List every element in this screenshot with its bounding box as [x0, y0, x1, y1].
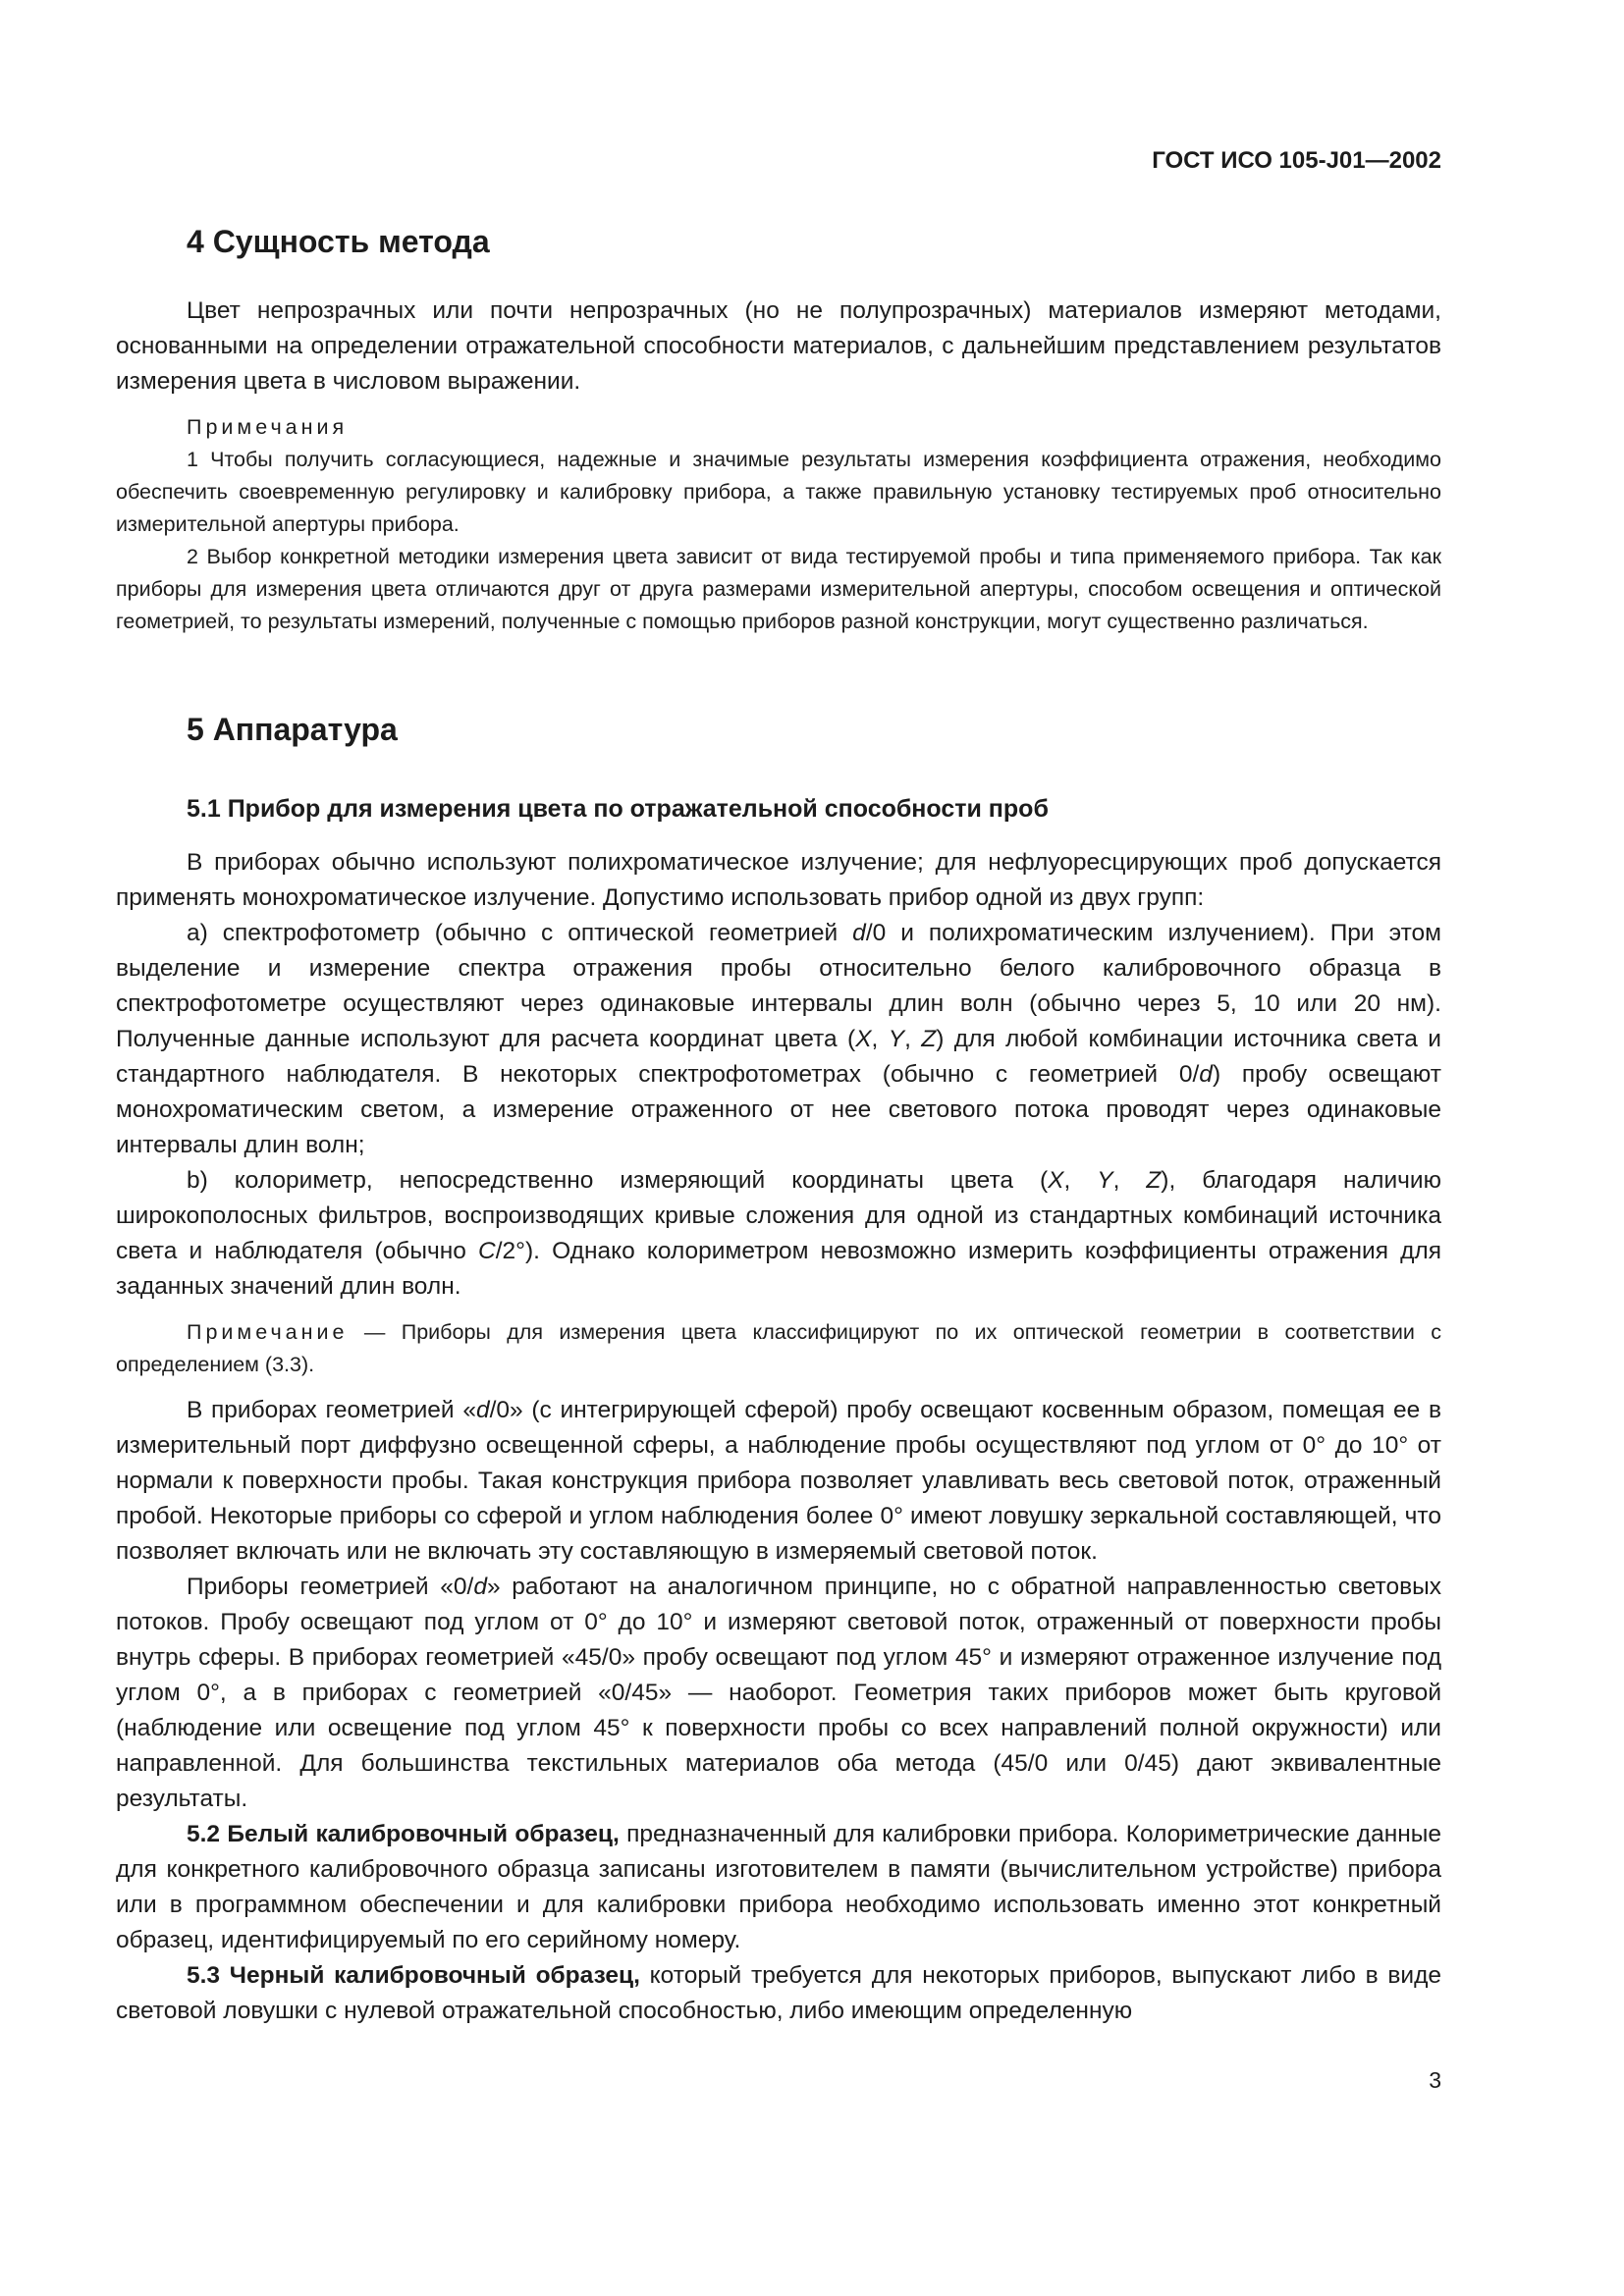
- note-text: — Приборы для измерения цвета классифицируют по их оптической геометрии в соответствии с определением (3.3).: [116, 1320, 1441, 1376]
- subsection-5-2: 5.2 Белый калибровочный образец, предназначенный для калибровки прибора. Колориметрические данные для конкретного калибровочного образца записаны изготовителем в памяти (вычислительном устройстве) прибора или в программном обеспечении и для калибровки прибора необходимо использовать именно этот конкретный образец, идентифицируемый по его серийному номеру.: [116, 1821, 1441, 1953]
- note-1: 1 Чтобы получить согласующиеся, надежные и значимые результаты измерения коэффициента отражения, необходимо обеспечить своевременную регулировку и калибровку прибора, а также правильную установку тестируемых проб относительно измерительной апертуры прибора.: [116, 448, 1441, 536]
- note-2: 2 Выбор конкретной методики измерения цвета зависит от вида тестируемой пробы и типа применяемого прибора. Так как приборы для измерения цвета отличаются друг от друга размерами измерительной апертуры, способом освещения и оптической геометрией, то результаты измерений, полученные с помощью приборов разной конструкции, могут существенно различаться.: [116, 545, 1441, 633]
- subsection-5-2-title: 5.2 Белый калибровочный образец,: [187, 1821, 620, 1847]
- document-code: ГОСТ ИСО 105-J01—2002: [1152, 147, 1441, 174]
- notes-title: Примечания: [187, 415, 349, 439]
- section-5-1-paragraph-3: Приборы геометрией «0/d» работают на аналогичном принципе, но с обратной направленностью световых потоков. Пробу освещают под углом от 0° до 10° и измеряют световой поток, отраженный от поверхности пробы внутрь сферы. В приборах геометрией «45/0» пробу освещают под углом 45° и измеряют отраженное излучение под углом 0°, а в приборах с геометрией «0/45» — наоборот. Геометрия таких приборов может быть круговой (наблюдение или освещение под углом 45° к поверхности пробы со всех направлений полной окружности) или направленной. Для большинства текстильных материалов оба метода (45/0 или 0/45) дают эквивалентные результаты.: [116, 1574, 1441, 1812]
- section-5: [116, 712, 1441, 2029]
- subsection-5-1-title: 5.1 Прибор для измерения цвета по отражательной способности проб: [187, 795, 1049, 823]
- note-label: Примечание: [187, 1320, 349, 1344]
- section-4: [116, 224, 1441, 638]
- section-5-note: [116, 1316, 1441, 1381]
- section-5-1-paragraph-2: В приборах геометрией «d/0» (с интегрирующей сферой) пробу освещают косвенным образом, помещая ее в измерительный порт диффузно освещенной сферы, а наблюдение пробы осуществляют под углом от 0° до 10° от нормали к поверхности пробы. Такая конструкция прибора позволяет улавливать весь световой поток, отраженный пробой. Некоторые приборы со сферой и углом наблюдения более 0° имеют ловушку зеркальной составляющей, что позволяет включать или не включать эту составляющую в измеряемый световой поток.: [116, 1397, 1441, 1565]
- subsection-5-3: 5.3 Черный калибровочный образец, который требуется для некоторых приборов, выпускают либо в виде световой ловушки с нулевой отражательной способностью, либо имеющим определенную: [116, 1962, 1441, 2024]
- list-item-a: а) спектрофотометр (обычно с оптической геометрией d/0 и полихроматическим излучением). При этом выделение и измерение спектра отражения пробы относительно белого калибровочного образца в спектрофотометре осуществляют через одинаковые интервалы длин волн (обычно через 5, 10 или 20 нм). Полученные данные используют для расчета координат цвета (X, Y, Z) для любой комбинации источника света и стандартного наблюдателя. В некоторых спектрофотометрах (обычно с геометрией 0/d) пробу освещают монохроматическим светом, а измерение отраженного от нее светового потока проводят через одинаковые интервалы длин волн;: [116, 920, 1441, 1158]
- section-4-notes: [116, 411, 1441, 638]
- section-4-paragraph: Цвет непрозрачных или почти непрозрачных (но не полупрозрачных) материалов измеряют методами, основанными на определении отражательной способности материалов, с дальнейшим представлением результатов измерения цвета в числовом выражении.: [116, 297, 1441, 395]
- subsection-5-3-title: 5.3 Черный калибровочный образец,: [187, 1962, 640, 1989]
- section-5-title: 5 Аппаратура: [187, 712, 398, 747]
- section-4-title: 4 Сущность метода: [187, 224, 490, 259]
- section-5-1-paragraph-1: В приборах обычно используют полихроматическое излучение; для нефлуоресцирующих проб допускается применять монохроматическое излучение. Допустимо использовать прибор одной из двух групп:: [116, 849, 1441, 911]
- list-item-b: b) колориметр, непосредственно измеряющий координаты цвета (X, Y, Z), благодаря наличию широкополосных фильтров, воспроизводящих кривые сложения для одной из стандартных комбинаций источника света и наблюдателя (обычно C/2°). Однако колориметром невозможно измерить коэффициенты отражения для заданных значений длин волн.: [116, 1167, 1441, 1300]
- page-number: 3: [1429, 2067, 1441, 2093]
